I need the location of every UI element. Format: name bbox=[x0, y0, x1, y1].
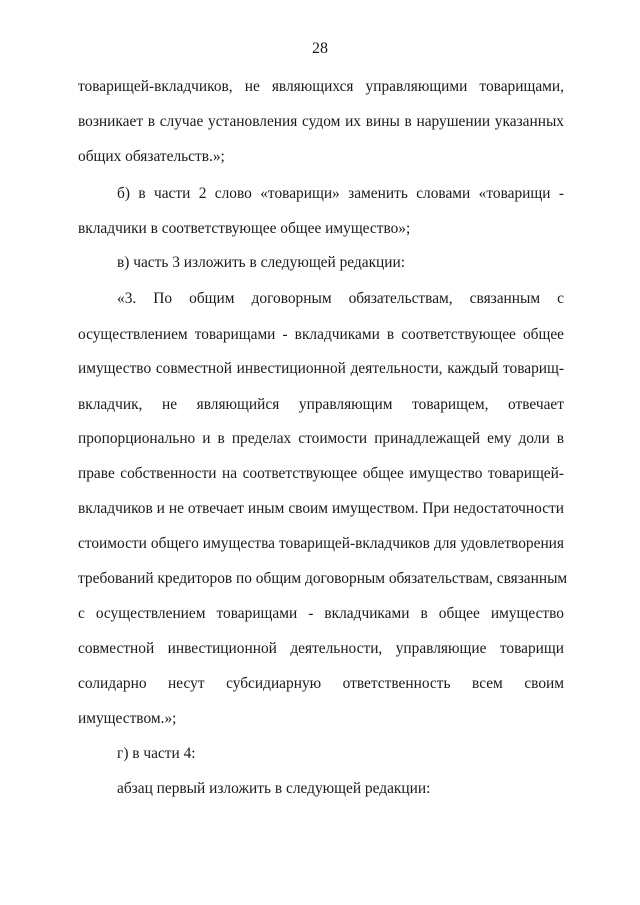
text-line: с осуществлением товарищами - вкладчиками в общее имущество bbox=[78, 605, 564, 622]
text-line: «3. По общим договорным обязательствам, связанным с bbox=[117, 290, 564, 307]
text-line: товарищей-вкладчиков, не являющихся управляющими товарищами, bbox=[78, 78, 564, 95]
text-line: в) часть 3 изложить в следующей редакции: bbox=[117, 254, 406, 271]
text-line: вкладчик, не являющийся управляющим товарищем, отвечает bbox=[78, 396, 564, 413]
text-line: праве собственности на соответствующее общее имущество товарищей- bbox=[78, 465, 564, 482]
text-line: совместной инвестиционной деятельности, управляющие товарищи bbox=[78, 640, 564, 657]
text-line: солидарно несут субсидиарную ответственность всем своим bbox=[78, 675, 564, 692]
text-line: б) в части 2 слово «товарищи» заменить словами «товарищи - bbox=[117, 185, 564, 202]
text-line: вкладчиков и не отвечает иным своим имуществом. При недостаточности bbox=[78, 500, 564, 517]
text-line: общих обязательств.»; bbox=[78, 148, 225, 165]
text-line: пропорционально и в пределах стоимости принадлежащей ему доли в bbox=[78, 430, 564, 447]
text-line: имуществом.»; bbox=[78, 710, 177, 727]
text-line: имущество совместной инвестиционной деятельности, каждый товарищ- bbox=[78, 360, 564, 377]
text-line: осуществлением товарищами - вкладчиками в соответствующее общее bbox=[78, 326, 564, 343]
text-line: г) в части 4: bbox=[117, 745, 196, 762]
text-line: вкладчики в соответствующее общее имущество»; bbox=[78, 220, 411, 237]
text-line: требований кредиторов по общим договорным обязательствам, связанным bbox=[78, 570, 568, 587]
page-number: 28 bbox=[312, 40, 328, 57]
text-line: возникает в случае установления судом их вины в нарушении указанных bbox=[78, 113, 564, 130]
text-line: абзац первый изложить в следующей редакции: bbox=[117, 780, 431, 797]
text-line: стоимости общего имущества товарищей-вкладчиков для удовлетворения bbox=[78, 535, 564, 552]
